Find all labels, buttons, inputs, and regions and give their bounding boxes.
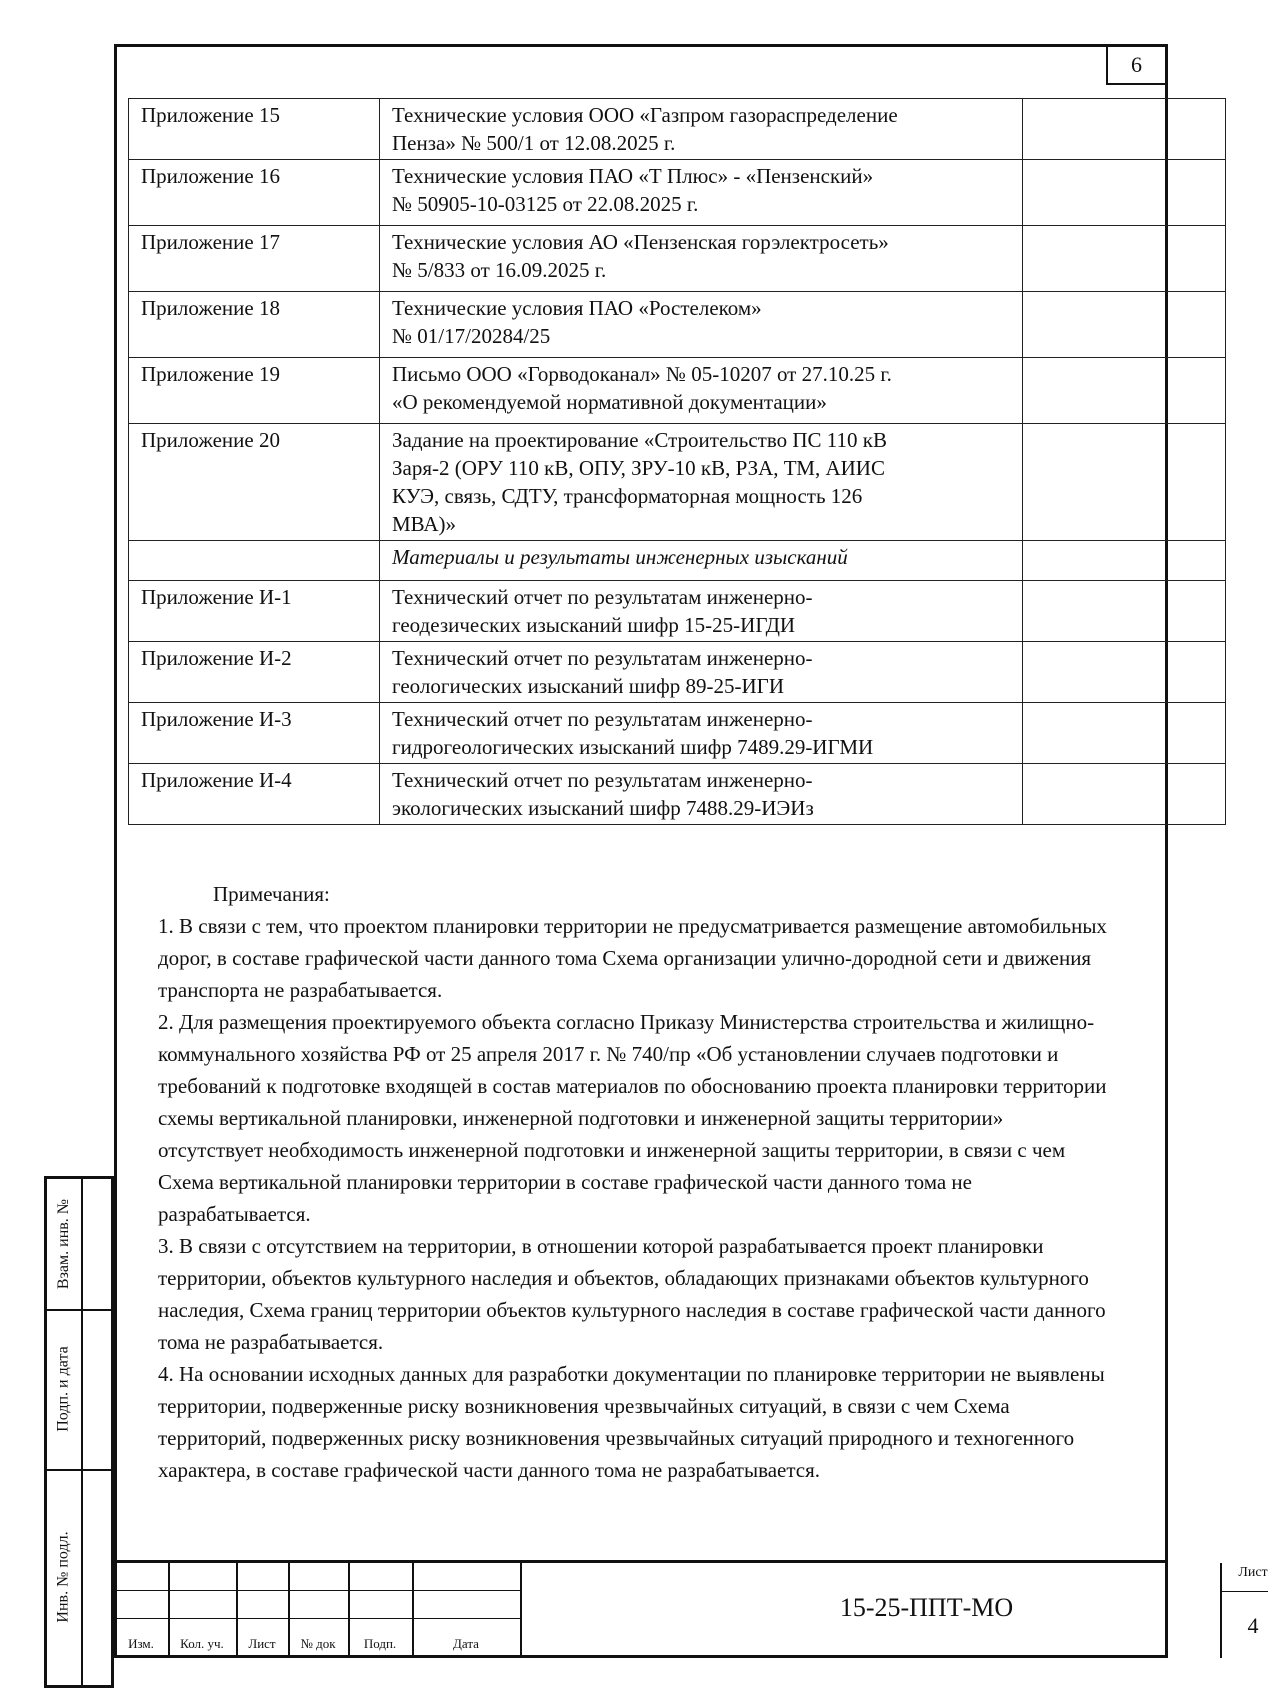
appendix-description-line: КУЭ, связь, СДТУ, трансформаторная мощность 126	[392, 484, 863, 508]
appendix-description-line: № 5/833 от 16.09.2025 г.	[392, 258, 607, 282]
side-label-podp-cell	[47, 1309, 81, 1469]
appendix-note-cell	[1023, 424, 1226, 541]
appendix-note-cell	[1023, 703, 1226, 764]
appendix-description-line: Заря-2 (ОРУ 110 кВ, ОПУ, ЗРУ-10 кВ, РЗА, ТМ, АИИС	[392, 456, 885, 480]
appendix-description-line: Технические условия АО «Пензенская горэлектросеть»	[392, 230, 889, 254]
appendix-label: Приложение 17	[129, 226, 380, 292]
side-stamp	[44, 1176, 114, 1688]
sheet-label: Лист	[1238, 1565, 1268, 1580]
appendix-label	[129, 541, 380, 581]
appendix-description-line: Технический отчет по результатам инженерно-	[392, 768, 813, 792]
appendix-table	[128, 98, 1226, 825]
appendix-description	[380, 764, 1023, 825]
appendix-label: Приложение 20	[129, 424, 380, 541]
appendix-note-cell	[1023, 642, 1226, 703]
appendix-description-line: Материалы и результаты инженерных изысканий	[392, 545, 848, 569]
appendix-description-line: Пенза» № 500/1 от 12.08.2025 г.	[392, 131, 676, 155]
appendix-description	[380, 581, 1023, 642]
appendix-description	[380, 226, 1023, 292]
appendix-label: Приложение 16	[129, 160, 380, 226]
appendix-description-line: «О рекомендуемой нормативной документации»	[392, 390, 827, 414]
appendix-description	[380, 424, 1023, 541]
appendix-label: Приложение 18	[129, 292, 380, 358]
appendix-description-line: Задание на проектирование «Строительство ПС 110 кВ	[392, 428, 887, 452]
tb-list: Лист	[248, 1636, 276, 1651]
appendix-note-cell	[1023, 764, 1226, 825]
appendix-description-line: Письмо ООО «Горводоканал» № 05-10207 от 27.10.25 г.	[392, 362, 892, 386]
appendix-description-line: геологических изысканий шифр 89-25-ИГИ	[392, 674, 784, 698]
document-code: 15-25-ППТ-МО	[839, 1593, 1014, 1622]
side-label-podp: Подп. и дата	[55, 1346, 73, 1432]
appendix-label: Приложение И-3	[129, 703, 380, 764]
appendix-row	[129, 581, 1226, 642]
appendix-label: Приложение 15	[129, 99, 380, 160]
tb-col-line	[520, 1563, 522, 1658]
appendix-description	[380, 541, 1023, 581]
tb-row-line	[114, 1618, 520, 1619]
tb-ndok: № док	[300, 1636, 336, 1651]
tb-col-line	[1220, 1563, 1222, 1658]
appendix-description-line: Технический отчет по результатам инженерно-	[392, 585, 813, 609]
appendix-description	[380, 292, 1023, 358]
appendix-description-line: Технические условия ПАО «Ростелеком»	[392, 296, 762, 320]
tb-kol: Кол. уч.	[180, 1636, 224, 1651]
appendix-description	[380, 99, 1023, 160]
appendix-description-line: Технический отчет по результатам инженерно-	[392, 707, 813, 731]
appendix-description-line: Технические условия ООО «Газпром газораспределение	[392, 103, 898, 127]
appendix-description-line: МВА)»	[392, 512, 457, 536]
appendix-description-line: Технический отчет по результатам инженерно-	[392, 646, 813, 670]
appendix-row	[129, 226, 1226, 292]
appendix-description-line: № 01/17/20284/25	[392, 324, 551, 348]
appendix-row	[129, 424, 1226, 541]
appendix-description	[380, 642, 1023, 703]
appendix-description-line: гидрогеологических изысканий шифр 7489.29-ИГМИ	[392, 735, 874, 759]
appendix-row	[129, 764, 1226, 825]
appendix-row	[129, 99, 1226, 160]
appendix-note-cell	[1023, 99, 1226, 160]
appendix-note-cell	[1023, 292, 1226, 358]
notes-heading: Примечания:	[213, 882, 330, 906]
appendix-row	[129, 358, 1226, 424]
appendix-description-line: геодезических изысканий шифр 15-25-ИГДИ	[392, 613, 796, 637]
side-label-vzam: Взам. инв. №	[55, 1198, 73, 1290]
appendix-description	[380, 358, 1023, 424]
appendix-row	[129, 292, 1226, 358]
side-label-inv: Инв. № подл.	[55, 1531, 73, 1623]
note-item-2: 2. Для размещения проектируемого объекта согласно Приказу Министерства строительства и жилищно-коммунального хозяйства РФ от 25 апреля 2017 г. № 740/пр «Об установлении случаев подготовки и требований к подготовке входящей в состав материалов по обоснованию проекта планировки территории схемы вертикальной планировки, инженерной подготовки и инженерной защиты территории» отсутствует необходимость инженерной подготовки и инженерной защиты территории, в связи с чем Схема вертикальной планировки территории в составе графической части данного тома не разрабатывается.	[158, 1010, 1107, 1226]
sheet-number: 4	[1247, 1613, 1259, 1638]
side-stamp-divider	[81, 1179, 83, 1685]
tb-podp: Подп.	[363, 1636, 397, 1651]
appendix-description-line: № 50905-10-03125 от 22.08.2025 г.	[392, 192, 699, 216]
appendix-note-cell	[1023, 581, 1226, 642]
top-page-number: 6	[1106, 47, 1165, 85]
appendix-note-cell	[1023, 226, 1226, 292]
tb-row-line	[114, 1590, 520, 1591]
note-item-4: 4. На основании исходных данных для разработки документации по планировке территории не выявлены территории, подверженные риску возникновения чрезвычайных ситуаций, в связи с чем Схема территорий, подверженных риску возникновения чрезвычайных ситуаций природного и техногенного характера, в составе графической части данного тома не разрабатывается.	[158, 1362, 1105, 1482]
appendix-label: Приложение И-4	[129, 764, 380, 825]
appendix-description	[380, 703, 1023, 764]
appendix-description	[380, 160, 1023, 226]
appendix-row	[129, 703, 1226, 764]
appendix-note-cell	[1023, 541, 1226, 581]
title-block	[114, 1560, 1268, 1658]
appendix-row	[129, 642, 1226, 703]
tb-data: Дата	[453, 1636, 479, 1651]
appendix-label: Приложение 19	[129, 358, 380, 424]
note-item-3: 3. В связи с отсутствием на территории, в отношении которой разрабатывается проект планировки территории, объектов культурного наследия и объектов, обладающих признаками объектов культурного наследия, Схема границ территории объектов культурного наследия в составе графической части данного тома не разрабатывается.	[158, 1234, 1106, 1354]
appendix-note-cell	[1023, 358, 1226, 424]
appendix-row	[129, 160, 1226, 226]
tb-izm: Изм.	[128, 1636, 154, 1651]
notes-section	[158, 878, 1108, 1486]
appendix-label: Приложение И-2	[129, 642, 380, 703]
appendix-label: Приложение И-1	[129, 581, 380, 642]
appendix-description-line: Технические условия ПАО «Т Плюс» - «Пензенский»	[392, 164, 874, 188]
tb-sheet-line	[1220, 1591, 1268, 1592]
note-item-1: 1. В связи с тем, что проектом планировки территории не предусматривается размещение автомобильных дорог, в составе графической части данного тома Схема организации улично-дородной сети и движения транспорта не разрабатывается.	[158, 914, 1107, 1002]
side-label-vzam-cell	[47, 1179, 81, 1309]
appendix-note-cell	[1023, 160, 1226, 226]
appendix-row	[129, 541, 1226, 581]
side-label-inv-cell	[47, 1469, 81, 1685]
appendix-description-line: экологических изысканий шифр 7488.29-ИЭИз	[392, 796, 814, 820]
